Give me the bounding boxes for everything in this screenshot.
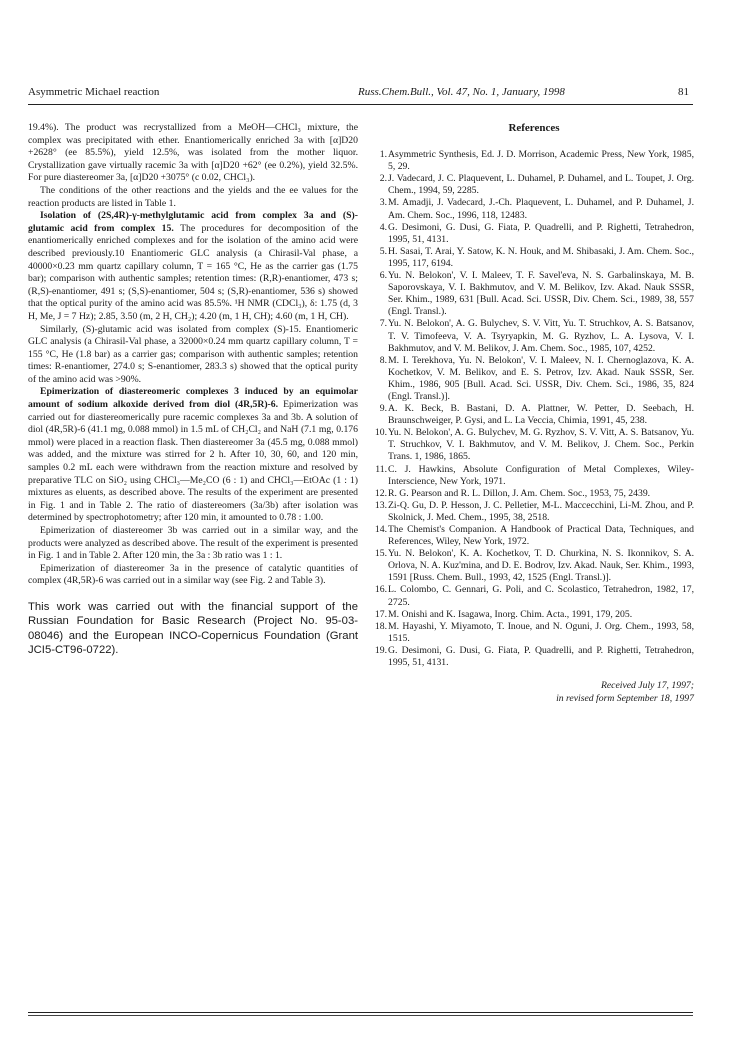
reference-text: J. Vadecard, J. C. Plaquevent, L. Duhamel, P. Duhamel, and L. Toupet, J. Org. Chem., 1994, 59, 2285. bbox=[388, 173, 694, 197]
paragraph-body: Epimerization was carried out for diastereomerically pure racemic complexes 3a and 3b. A solution of diol (4R,5R)-6 (41.1 mg, 0.088 mmol) in 1.5 mL of CH₂Cl₂ and NaH (7.1 mg, 0.176 mmol) were placed in a reaction flask. Then diastereomer 3a (45.5 mg, 0.088 mmol) was added, and the mixture was stirred for 2 h. After 10, 30, 60, and 120 min, samples 0.2 mL each were withdrawn from the reaction mixture and resolved by preparative TLC on SiO₂ using CHCl₃—Me₂CO (6 : 1) and CHCl₃—EtOAc (1 : 1) mixtures as eluents, as described above. The results of the experiment are presented in Fig. 1 and in Table 2. The ratio of diastereomers (3a/3b) after isolation was determined by spectrophotometry; after 120 min, it amounted to 0.78 : 1.00. bbox=[28, 399, 358, 524]
reference-number: 19. bbox=[374, 644, 387, 656]
reference-item bbox=[374, 246, 694, 270]
reference-number: 11. bbox=[375, 463, 387, 475]
reference-list bbox=[374, 149, 694, 669]
reference-number: 5. bbox=[379, 245, 387, 257]
section-heading: Isolation of (2S,4R)-γ-methylglutamic acid from complex 3a and (S)-glutamic acid from complex 15. bbox=[28, 210, 358, 234]
reference-number: 8. bbox=[379, 354, 387, 366]
reference-number: 14. bbox=[374, 524, 387, 535]
reference-item bbox=[374, 584, 694, 608]
reference-item bbox=[374, 197, 694, 221]
reference-number: 6. bbox=[379, 270, 387, 282]
reference-item bbox=[374, 464, 694, 488]
reference-item bbox=[374, 222, 694, 246]
reference-text: R. G. Pearson and R. L. Dillon, J. Am. Chem. Soc., 1953, 75, 2439. bbox=[388, 487, 651, 499]
page-number: 81 bbox=[678, 86, 689, 98]
reference-text: Yu. N. Belokon', V. I. Maleev, T. F. Savel'eva, N. S. Garbalinskaya, M. B. Saporovskaya, V. I. Bakhmutov, and V. M. Belikov, Izv. Akad. Nauk SSSR, Ser. Khim., 1989, 631 [Bull. Acad. Sci. USSR, Div. Chem. Sci., 1989, 38, 557 (Engl. Transl.). bbox=[388, 270, 694, 318]
paragraph bbox=[28, 210, 358, 323]
reference-number: 18. bbox=[374, 620, 387, 632]
reference-number: 15. bbox=[374, 548, 387, 560]
reference-text: G. Desimoni, G. Dusi, G. Fiata, P. Quadrelli, and P. Righetti, Tetrahedron, 1995, 51, 4131. bbox=[388, 221, 694, 245]
reference-text: H. Sasai, T. Arai, Y. Satow, K. N. Houk, and M. Shibasaki, J. Am. Chem. Soc., 1995, 117, 6194. bbox=[388, 245, 694, 269]
paragraph: Epimerization of diastereomer 3a in the presence of catalytic quantities of complex (4R,5R)-6 was carried out in a similar way (see Fig. 2 and Table 3). bbox=[28, 562, 358, 587]
reference-text: M. I. Terekhova, Yu. N. Belokon', V. I. Maleev, N. I. Chernoglazova, K. A. Kochetkov, V. M. Belikov, and E. S. Petrov, Izv. Akad. Nauk SSSR, Ser. Khim., 1986, 905 [Bull. Acad. Sci. USSR, Div. Chem. Sci., 1986, 35, 824 (Engl. Transl.)]. bbox=[388, 354, 694, 402]
reference-number: 12. bbox=[374, 487, 387, 499]
reference-text: Yu. N. Belokon', A. G. Bulychev, M. G. Ryzhov, S. V. Vitt, A. S. Batsanov, Yu. T. Struchkov, V. I. Bakhmutov, and V. M. Belikov, J. Chem. Soc., Perkin Trans. 1, 1986, 1865. bbox=[388, 427, 694, 463]
reference-number: 2. bbox=[379, 173, 387, 185]
reference-text: Zi-Q. Gu, D. P. Hesson, J. C. Pelletier, M-L. Maccecchini, Li-M. Zhou, and P. Skolnick, J. Med. Chem., 1995, 38, 2518. bbox=[388, 499, 694, 523]
left-column bbox=[28, 122, 358, 658]
reference-text: Yu. N. Belokon', K. A. Kochetkov, T. D. Churkina, N. S. Ikonnikov, S. A. Orlova, N. A. Kuz'mina, and D. E. Bodrov, Izv. Akad. Nauk, Ser. Khim., 1993, 1591 [Russ. Chem. Bull., 1993, 42, 1525 (Engl. Transl.)]. bbox=[388, 548, 694, 584]
reference-text: G. Desimoni, G. Dusi, G. Fiata, P. Quadrelli, and P. Righetti, Tetrahedron, 1995, 51, 4131. bbox=[388, 644, 694, 669]
reference-item bbox=[374, 500, 694, 524]
reference-text: The Chemist's Companion. A Handbook of Practical Data, Techniques, and References, Wiley, New York, 1972. bbox=[388, 524, 694, 548]
received-dates bbox=[374, 679, 694, 705]
reference-text: M. Hayashi, Y. Miyamoto, T. Inoue, and N. Oguni, J. Org. Chem., 1993, 58, 1515. bbox=[388, 620, 694, 644]
revised-date: in revised form September 18, 1997 bbox=[556, 693, 694, 705]
reference-item bbox=[374, 403, 694, 427]
reference-text: M. Onishi and K. Isagawa, Inorg. Chim. Acta., 1991, 179, 205. bbox=[388, 608, 633, 620]
reference-item bbox=[374, 548, 694, 584]
journal-citation: Russ.Chem.Bull., Vol. 47, No. 1, January, 1998 bbox=[358, 86, 565, 98]
reference-number: 13. bbox=[374, 499, 387, 511]
reference-text: C. J. Hawkins, Absolute Configuration of Metal Complexes, Wiley-Interscience, New York, 1971. bbox=[388, 463, 694, 487]
references-title: References bbox=[508, 122, 560, 134]
acknowledgment: This work was carried out with the financial support of the Russian Foundation for Basic Research (Project No. 95-03-08046) and the European INCO-Copernicus Foundation (Grant JCI5-CT96-0722). bbox=[28, 600, 358, 657]
reference-number: 9. bbox=[379, 403, 387, 415]
reference-item bbox=[374, 609, 694, 621]
reference-number: 4. bbox=[379, 221, 387, 233]
reference-item bbox=[374, 149, 694, 173]
paragraph: Epimerization of diastereomer 3b was carried out in a similar way, and the products were analyzed as described above. The result of the experiment is presented in Fig. 1 and in Table 2. After 120 min, the 3a : 3b ratio was 1 : 1. bbox=[28, 525, 358, 562]
reference-text: A. K. Beck, B. Bastani, D. A. Plattner, W. Petter, D. Seebach, H. Braunschweiger, P. Gysi, and L. La Veccia, Chimia, 1991, 45, 238. bbox=[388, 403, 694, 427]
reference-item bbox=[374, 355, 694, 403]
reference-text: Asymmetric Synthesis, Ed. J. D. Morrison, Academic Press, New York, 1985, 5, 29. bbox=[388, 149, 694, 173]
reference-item bbox=[374, 427, 694, 463]
running-title: Asymmetric Michael reaction bbox=[28, 86, 160, 98]
reference-number: 10. bbox=[374, 427, 387, 439]
paragraph: 19.4%). The product was recrystallized from a MeOH—CHCl₃ mixture, the complex was precipitated with ether. Enantiomerically enriched 3a with [α]D20 +2628° (ee 85.5%), yield 12.5%, was isolated from the mother liquor. Crystallization gave virtually racemic 3a with [α]D20 +62° (ee 0.2%), yield 32.5%. For pure diastereomer 3a, [α]D20 +3075° (c 0.02, CHCl₃). bbox=[28, 122, 358, 184]
reference-item bbox=[374, 173, 694, 197]
reference-item bbox=[374, 488, 694, 500]
reference-number: 3. bbox=[379, 197, 387, 209]
reference-item bbox=[374, 524, 694, 548]
paragraph: Similarly, (S)-glutamic acid was isolated from complex (S)-15. Enantiomeric GLC analysis (a Chirasil-Val phase, a 32000×0.24 mm quartz capillary column, T = 155 °C, He (1.8 bar) as a carrier gas; comparison with authentic samples; retention times: R-enantiomer, 274.0 s; S-enantiomer, 283.3 s) showed that the optical purity of the amino acid was >90%. bbox=[28, 323, 358, 385]
footer-rule-thin bbox=[28, 1015, 693, 1016]
reference-number: 7. bbox=[379, 318, 387, 330]
reference-number: 17. bbox=[374, 608, 387, 620]
reference-text: M. Amadji, J. Vadecard, J.-Ch. Plaquevent, L. Duhamel, and P. Duhamel, J. Am. Chem. Soc., 1996, 118, 12483. bbox=[388, 197, 694, 221]
reference-item bbox=[374, 318, 694, 354]
references-column bbox=[374, 122, 694, 705]
received-date: Received July 17, 1997; bbox=[600, 680, 694, 692]
paragraph: The conditions of the other reactions and the yields and the ee values for the reaction products are listed in Table 1. bbox=[28, 184, 358, 209]
paragraph-body: The procedures for decomposition of the enantiomerically enriched complexes and for the isolation of the amino acid were described previously.10 Enantiomeric GLC analysis (a Chirasil-Val phase, a 40000×0.23 mm quartz capillary column, T = 165 °C, He as the carrier gas (1.75 bar); comparison with authentic samples; retention times: (R,R)-enantiomer, 473 s; (R,S)-enantiomer, 491 s; (S,S)-enantiomer, 504 s; (S,R)-enantiomer, 536 s) showed that the optical purity of the amino acid was 85.5%. ¹H NMR (CDCl₃), δ: 1.75 (d, 3 H, Me, J = 7 Hz); 2.85, 3.50 (m, 2 H, CH₂); 4.20 (m, 1 H, CH); 4.60 (m, 1 H, CH). bbox=[28, 222, 358, 322]
reference-text: Yu. N. Belokon', A. G. Bulychev, S. V. Vitt, Yu. T. Struchkov, A. S. Batsanov, T. V. Timofeeva, V. A. Tsyryapkin, M. G. Ryzhov, L. A. Lysova, V. I. Bakhmutov, and V. M. Belikov, J. Am. Chem. Soc., 1985, 107, 4252. bbox=[388, 318, 694, 354]
reference-text: L. Colombo, C. Gennari, G. Poli, and C. Scolastico, Tetrahedron, 1982, 17, 2725. bbox=[388, 584, 694, 608]
paragraph bbox=[28, 386, 358, 525]
reference-item bbox=[374, 621, 694, 645]
header-rule bbox=[28, 104, 693, 105]
section-heading: Epimerization of diastereomeric complexes 3 induced by an equimolar amount of sodium alkoxide derived from diol (4R,5R)-6. bbox=[28, 386, 358, 411]
reference-number: 1. bbox=[379, 149, 387, 161]
reference-item bbox=[374, 645, 694, 669]
reference-number: 16. bbox=[374, 584, 387, 596]
footer-rule bbox=[28, 1012, 693, 1013]
reference-item bbox=[374, 270, 694, 318]
